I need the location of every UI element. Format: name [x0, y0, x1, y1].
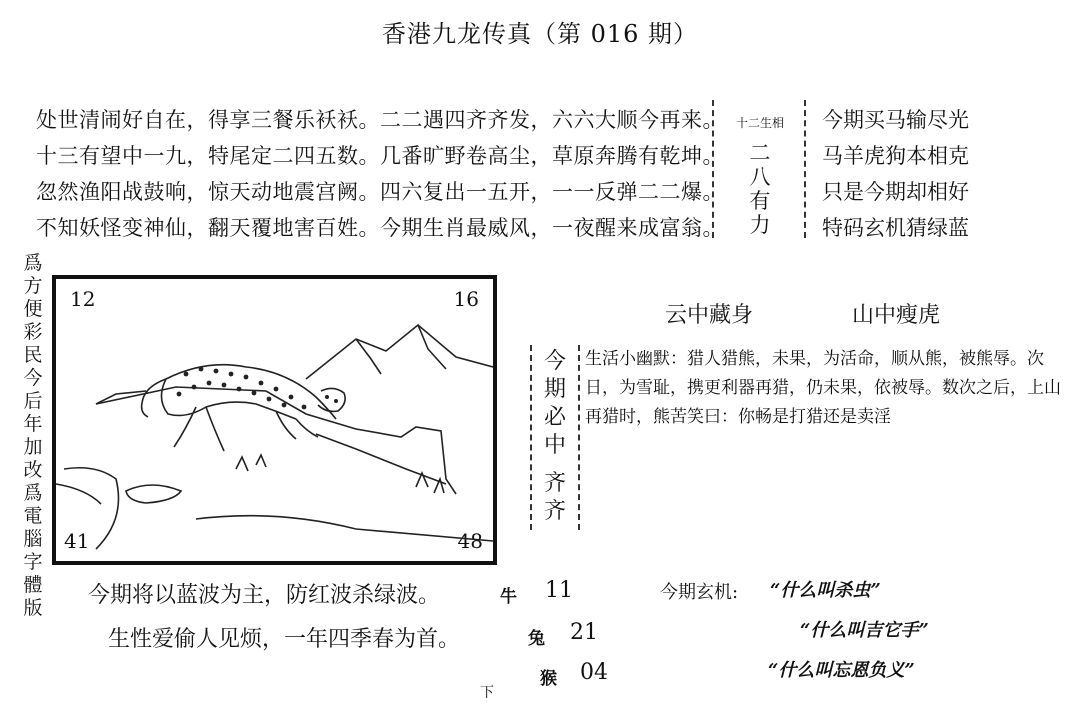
vertical-bar-char: 齐	[543, 499, 566, 524]
vertical-bar-char: 必	[543, 405, 566, 430]
right-poem-line-1: 今期买马输尽光	[822, 108, 969, 132]
corner-number-top-right: 16	[453, 287, 479, 311]
must-win-vertical-bar	[530, 345, 580, 530]
corner-number-bottom-left: 41	[64, 529, 90, 553]
bottom-line-2: 生性爱偷人见烦，一年四季春为首。	[108, 627, 461, 652]
illustration-frame	[52, 275, 497, 565]
zodiac-box-char: 有	[749, 189, 771, 213]
zodiac-vertical-box	[712, 100, 806, 238]
corner-number-bottom-right: 48	[457, 529, 483, 553]
poem-line-1: 处世清闹好自在，得享三餐乐袄袄。二二遇四齐齐发，六六大顺今再来。	[36, 108, 724, 132]
poem-line-3: 忽然渔阳战鼓响，惊天动地震宫阙。四六复出一五开，一一反弹二二爆。	[36, 180, 724, 204]
zodiac-box-char: 力	[749, 213, 771, 237]
leopard-illustration	[56, 279, 493, 561]
pick-number-3: 04	[580, 660, 608, 685]
pick-animal-1: 牛	[500, 587, 517, 607]
zodiac-box-title: 十二生相	[735, 116, 784, 130]
vertical-bar-char: 今	[543, 349, 566, 374]
heading-left: 云中藏身	[665, 303, 754, 328]
poem-line-4: 不知妖怪变神仙，翻天覆地害百姓。今期生肖最威风，一夜醒来成富翁。	[36, 216, 724, 240]
xuanji-slogan-2: “什么叫吉它手”	[800, 620, 929, 641]
bottom-line-1: 今期将以蓝波为主，防红波杀绿波。	[88, 583, 441, 608]
right-poem-line-4: 特码玄机猜绿蓝	[822, 216, 969, 240]
zodiac-box-char: 二	[749, 141, 771, 165]
heading-right: 山中瘦虎	[852, 303, 941, 328]
xuanji-label: 今期玄机:	[660, 582, 739, 603]
vertical-bar-char: 齐	[543, 471, 566, 496]
vertical-bar-char: 中	[543, 433, 566, 458]
zodiac-box-char: 八	[749, 165, 771, 189]
pick-animal-2: 兔	[528, 629, 545, 649]
page-title: 香港九龙传真（第 016 期）	[381, 20, 699, 48]
corner-number-top-left: 12	[70, 287, 96, 311]
side-note: 爲方便彩民今后年加改爲電腦字體版	[23, 252, 43, 619]
pick-number-2: 21	[570, 620, 598, 645]
vertical-bar-char: 期	[543, 377, 566, 402]
xuanji-slogan-1: “什么叫杀虫”	[770, 580, 881, 601]
poem-line-2: 十三有望中一九，特尾定二四五数。几番旷野卷高尘，草原奔腾有乾坤。	[36, 144, 724, 168]
humor-story: 生活小幽默：猎人猎熊，未果，为活命，顺从熊，被熊辱。次日，为雪耻，携更利器再猎，仍未果，依被辱。数次之后，上山再猎时，熊苦笑曰：你畅是打猎还是卖淫	[585, 349, 1061, 427]
page-mark: 下	[480, 685, 494, 701]
right-poem-line-3: 只是今期却相好	[822, 180, 969, 204]
pick-number-1: 11	[545, 578, 573, 603]
right-poem-line-2: 马羊虎狗本相克	[822, 144, 969, 168]
xuanji-slogan-3: “什么叫忘恩负义”	[768, 660, 915, 681]
pick-animal-3: 猴	[540, 669, 557, 689]
